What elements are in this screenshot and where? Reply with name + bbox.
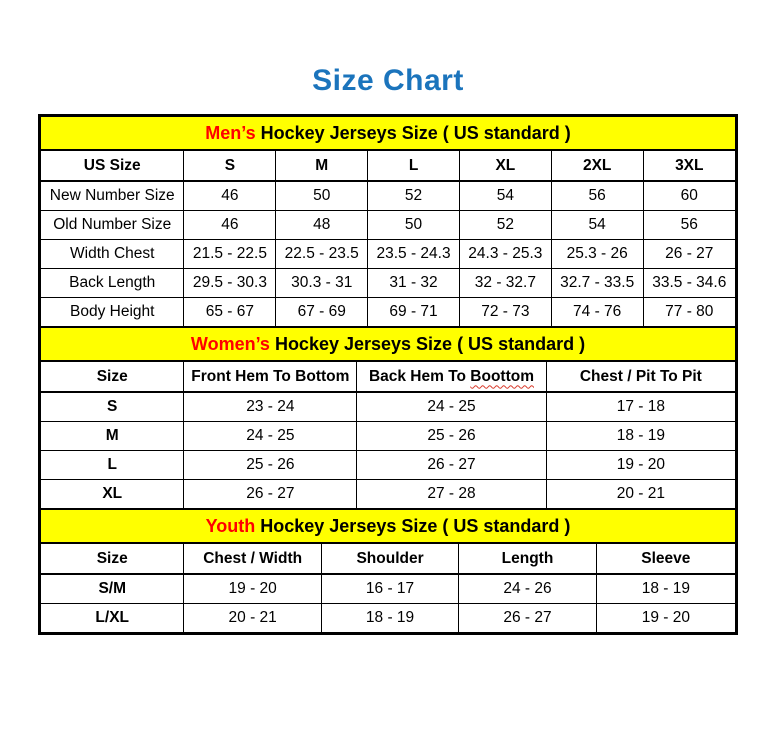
value-cell: 50 [276,181,368,211]
value-cell: 19 - 20 [596,604,735,633]
row-label-cell: Back Length [41,269,184,298]
table-row [41,574,735,604]
womens-title-rest: Hockey Jerseys Size ( US standard ) [269,334,586,354]
value-cell: 54 [459,181,551,211]
value-cell: 29.5 - 30.3 [184,269,276,298]
value-cell: 31 - 32 [368,269,460,298]
value-cell: 22.5 - 23.5 [276,240,368,269]
youth-header-row [41,544,735,574]
mens-group-label: Men’s [205,123,256,143]
header-cell: Shoulder [321,544,458,574]
header-cell-misspelled [357,362,546,392]
value-cell: 60 [643,181,735,211]
misspelled-word-squiggle: Boottom [470,367,534,385]
header-cell: Size [41,362,184,392]
header-cell: M [276,151,368,181]
row-label-cell: New Number Size [41,181,184,211]
row-label-cell: L [41,451,184,480]
row-label-cell: L/XL [41,604,184,633]
value-cell: 48 [276,211,368,240]
value-cell: 67 - 69 [276,298,368,327]
mens-size-table [41,151,735,326]
row-label-cell: XL [41,480,184,509]
value-cell: 56 [551,181,643,211]
value-cell: 25 - 26 [184,451,357,480]
value-cell: 21.5 - 22.5 [184,240,276,269]
value-cell: 54 [551,211,643,240]
value-cell: 24 - 25 [184,422,357,451]
womens-group-label: Women’s [190,334,270,354]
value-cell: 17 - 18 [546,392,735,422]
value-cell: 33.5 - 34.6 [643,269,735,298]
table-row [41,181,735,211]
table-row [41,451,735,480]
row-label-cell: S/M [41,574,184,604]
mens-header-row [41,151,735,181]
table-row [41,269,735,298]
value-cell: 72 - 73 [459,298,551,327]
value-cell: 30.3 - 31 [276,269,368,298]
womens-header-row [41,362,735,392]
row-label-cell: M [41,422,184,451]
header-cell: US Size [41,151,184,181]
header-cell: Chest / Width [184,544,321,574]
table-row [41,211,735,240]
value-cell: 16 - 17 [321,574,458,604]
value-cell: 24 - 26 [459,574,596,604]
header-cell: Length [459,544,596,574]
value-cell: 23 - 24 [184,392,357,422]
header-cell: Front Hem To Bottom [184,362,357,392]
value-cell: 69 - 71 [368,298,460,327]
womens-size-table [41,362,735,508]
table-row [41,392,735,422]
header-cell: S [184,151,276,181]
value-cell: 56 [643,211,735,240]
value-cell: 26 - 27 [184,480,357,509]
header-text: Back Hem To [368,367,471,385]
table-row [41,604,735,633]
header-cell: L [368,151,460,181]
header-cell: Chest / Pit To Pit [546,362,735,392]
row-label-cell: Old Number Size [41,211,184,240]
header-cell: Sleeve [596,544,735,574]
row-label-cell: S [41,392,184,422]
youth-size-table [41,544,735,632]
page-title: Size Chart [312,64,464,97]
size-chart-container [38,114,738,635]
value-cell: 19 - 20 [546,451,735,480]
value-cell: 25 - 26 [357,422,546,451]
youth-title-rest: Hockey Jerseys Size ( US standard ) [255,516,571,536]
youth-section-title [41,508,735,544]
value-cell: 65 - 67 [184,298,276,327]
header-cell: XL [459,151,551,181]
value-cell: 20 - 21 [184,604,321,633]
value-cell: 26 - 27 [459,604,596,633]
value-cell: 18 - 19 [321,604,458,633]
value-cell: 19 - 20 [184,574,321,604]
mens-title-rest: Hockey Jerseys Size ( US standard ) [255,123,571,143]
table-row [41,240,735,269]
header-cell: 2XL [551,151,643,181]
row-label-cell: Width Chest [41,240,184,269]
value-cell: 18 - 19 [596,574,735,604]
value-cell: 24 - 25 [357,392,546,422]
header-cell: 3XL [643,151,735,181]
table-row [41,422,735,451]
value-cell: 77 - 80 [643,298,735,327]
value-cell: 52 [459,211,551,240]
value-cell: 27 - 28 [357,480,546,509]
table-row [41,480,735,509]
value-cell: 23.5 - 24.3 [368,240,460,269]
value-cell: 32 - 32.7 [459,269,551,298]
value-cell: 46 [184,181,276,211]
header-cell: Size [41,544,184,574]
row-label-cell: Body Height [41,298,184,327]
mens-section-title [41,117,735,151]
value-cell: 32.7 - 33.5 [551,269,643,298]
value-cell: 24.3 - 25.3 [459,240,551,269]
youth-group-label: Youth [205,516,256,536]
table-row [41,298,735,327]
value-cell: 26 - 27 [357,451,546,480]
value-cell: 20 - 21 [546,480,735,509]
value-cell: 52 [368,181,460,211]
value-cell: 46 [184,211,276,240]
womens-section-title [41,326,735,362]
value-cell: 74 - 76 [551,298,643,327]
value-cell: 50 [368,211,460,240]
value-cell: 25.3 - 26 [551,240,643,269]
value-cell: 18 - 19 [546,422,735,451]
value-cell: 26 - 27 [643,240,735,269]
